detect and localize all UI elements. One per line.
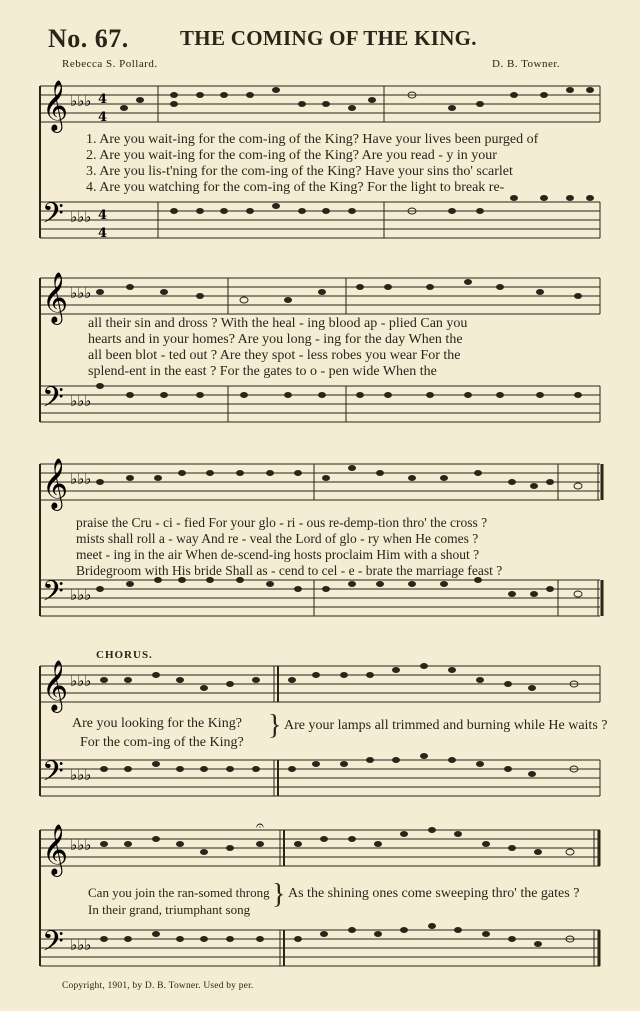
treble-clef-icon: 𝄞	[42, 660, 69, 711]
verse-2-line-2: hearts and in your homes? Are you long - ing for the day When the	[88, 332, 463, 347]
key-signature-flats-icon: ♭♭♭	[70, 672, 92, 690]
chorus-line-1c: Are your lamps all trimmed and burning while He waits ?	[284, 718, 608, 733]
hymn-title: THE COMING OF THE KING.	[180, 26, 477, 50]
key-signature-flats-icon: ♭♭♭	[70, 470, 92, 488]
verse-2-line-1: 2. Are you wait-ing for the com-ing of the King? Are you read - y in your	[86, 148, 497, 163]
chorus-line-2a: Can you join the ran-somed throng	[88, 885, 270, 900]
chorus-line-2c: As the shining ones come sweeping thro' the gates ?	[288, 886, 580, 901]
verse-1-line-3: praise the Cru - ci - fied For your glo - ri - ous re-demp-tion thro' the cross ?	[76, 515, 488, 530]
verse-1-line-1: 1. Are you wait-ing for the com-ing of the King? Have your lives been purged of	[86, 132, 539, 147]
key-signature-flats-icon: ♭♭♭	[70, 208, 92, 226]
verse-4-line-2: splend-ent in the east ? For the gates to o - pen wide When the	[88, 364, 437, 379]
key-signature-flats-icon: ♭♭♭	[70, 836, 92, 854]
copyright-notice: Copyright, 1901, by D. B. Towner. Used by per.	[62, 981, 254, 991]
key-signature-flats-icon: ♭♭♭	[70, 392, 92, 410]
bass-clef-icon: 𝄢	[42, 381, 64, 421]
verse-3-line-1: 3. Are you lis-t'ning for the com-ing of the King? Have your sins tho' scarlet	[86, 164, 513, 179]
verse-3-line-3: meet - ing in the air When de-scend-ing hosts proclaim Him with a shout ?	[76, 547, 480, 562]
time-signature-icon: 4	[98, 92, 108, 107]
time-signature-icon: 4	[98, 226, 108, 241]
bass-clef-icon: 𝄢	[42, 925, 64, 965]
bass-clef-icon: 𝄢	[42, 575, 64, 615]
time-signature-icon: 4	[98, 208, 108, 223]
treble-clef-icon: 𝄞	[42, 272, 69, 323]
bass-clef-icon: 𝄢	[42, 755, 64, 795]
bass-clef-icon: 𝄢	[42, 197, 64, 237]
chorus-line-1b: For the com-ing of the King?	[80, 735, 244, 750]
treble-clef-icon: 𝄞	[42, 458, 69, 509]
time-signature-icon: 4	[98, 110, 108, 125]
chorus-heading: CHORUS.	[96, 649, 153, 661]
brace-icon: }	[272, 879, 286, 910]
key-signature-flats-icon: ♭♭♭	[70, 936, 92, 954]
key-signature-flats-icon: ♭♭♭	[70, 284, 92, 302]
key-signature-flats-icon: ♭♭♭	[70, 586, 92, 604]
chorus-line-1a: Are you looking for the King?	[72, 716, 242, 731]
brace-icon: }	[268, 710, 282, 741]
treble-staff	[40, 86, 600, 122]
verse-4-line-3: Bridegroom with His bride Shall as - cend to cel - e - brate the marriage feast ?	[76, 563, 503, 578]
verse-4-line-1: 4. Are you watching for the com-ing of the King? For the light to break re-	[86, 180, 505, 195]
key-signature-flats-icon: ♭♭♭	[70, 92, 92, 110]
verse-3-line-2: all been blot - ted out ? Are they spot - less robes you wear For the	[88, 348, 461, 363]
bass-staff	[40, 202, 600, 238]
chorus-line-2b: In their grand, triumphant song	[88, 902, 251, 917]
verse-1-line-2: all their sin and dross ? With the heal - ing blood ap - plied Can you	[88, 316, 468, 331]
fermata-icon: 𝄐	[256, 820, 264, 834]
key-signature-flats-icon: ♭♭♭	[70, 766, 92, 784]
treble-clef-icon: 𝄞	[42, 824, 69, 875]
composer-credit: D. B. Towner.	[492, 58, 561, 70]
verse-2-line-3: mists shall roll a - way And re - veal the Lord of glo - ry when He comes ?	[76, 531, 479, 546]
hymn-number: No. 67.	[48, 24, 129, 53]
lyricist-credit: Rebecca S. Pollard.	[62, 58, 158, 70]
treble-clef-icon: 𝄞	[42, 80, 69, 131]
